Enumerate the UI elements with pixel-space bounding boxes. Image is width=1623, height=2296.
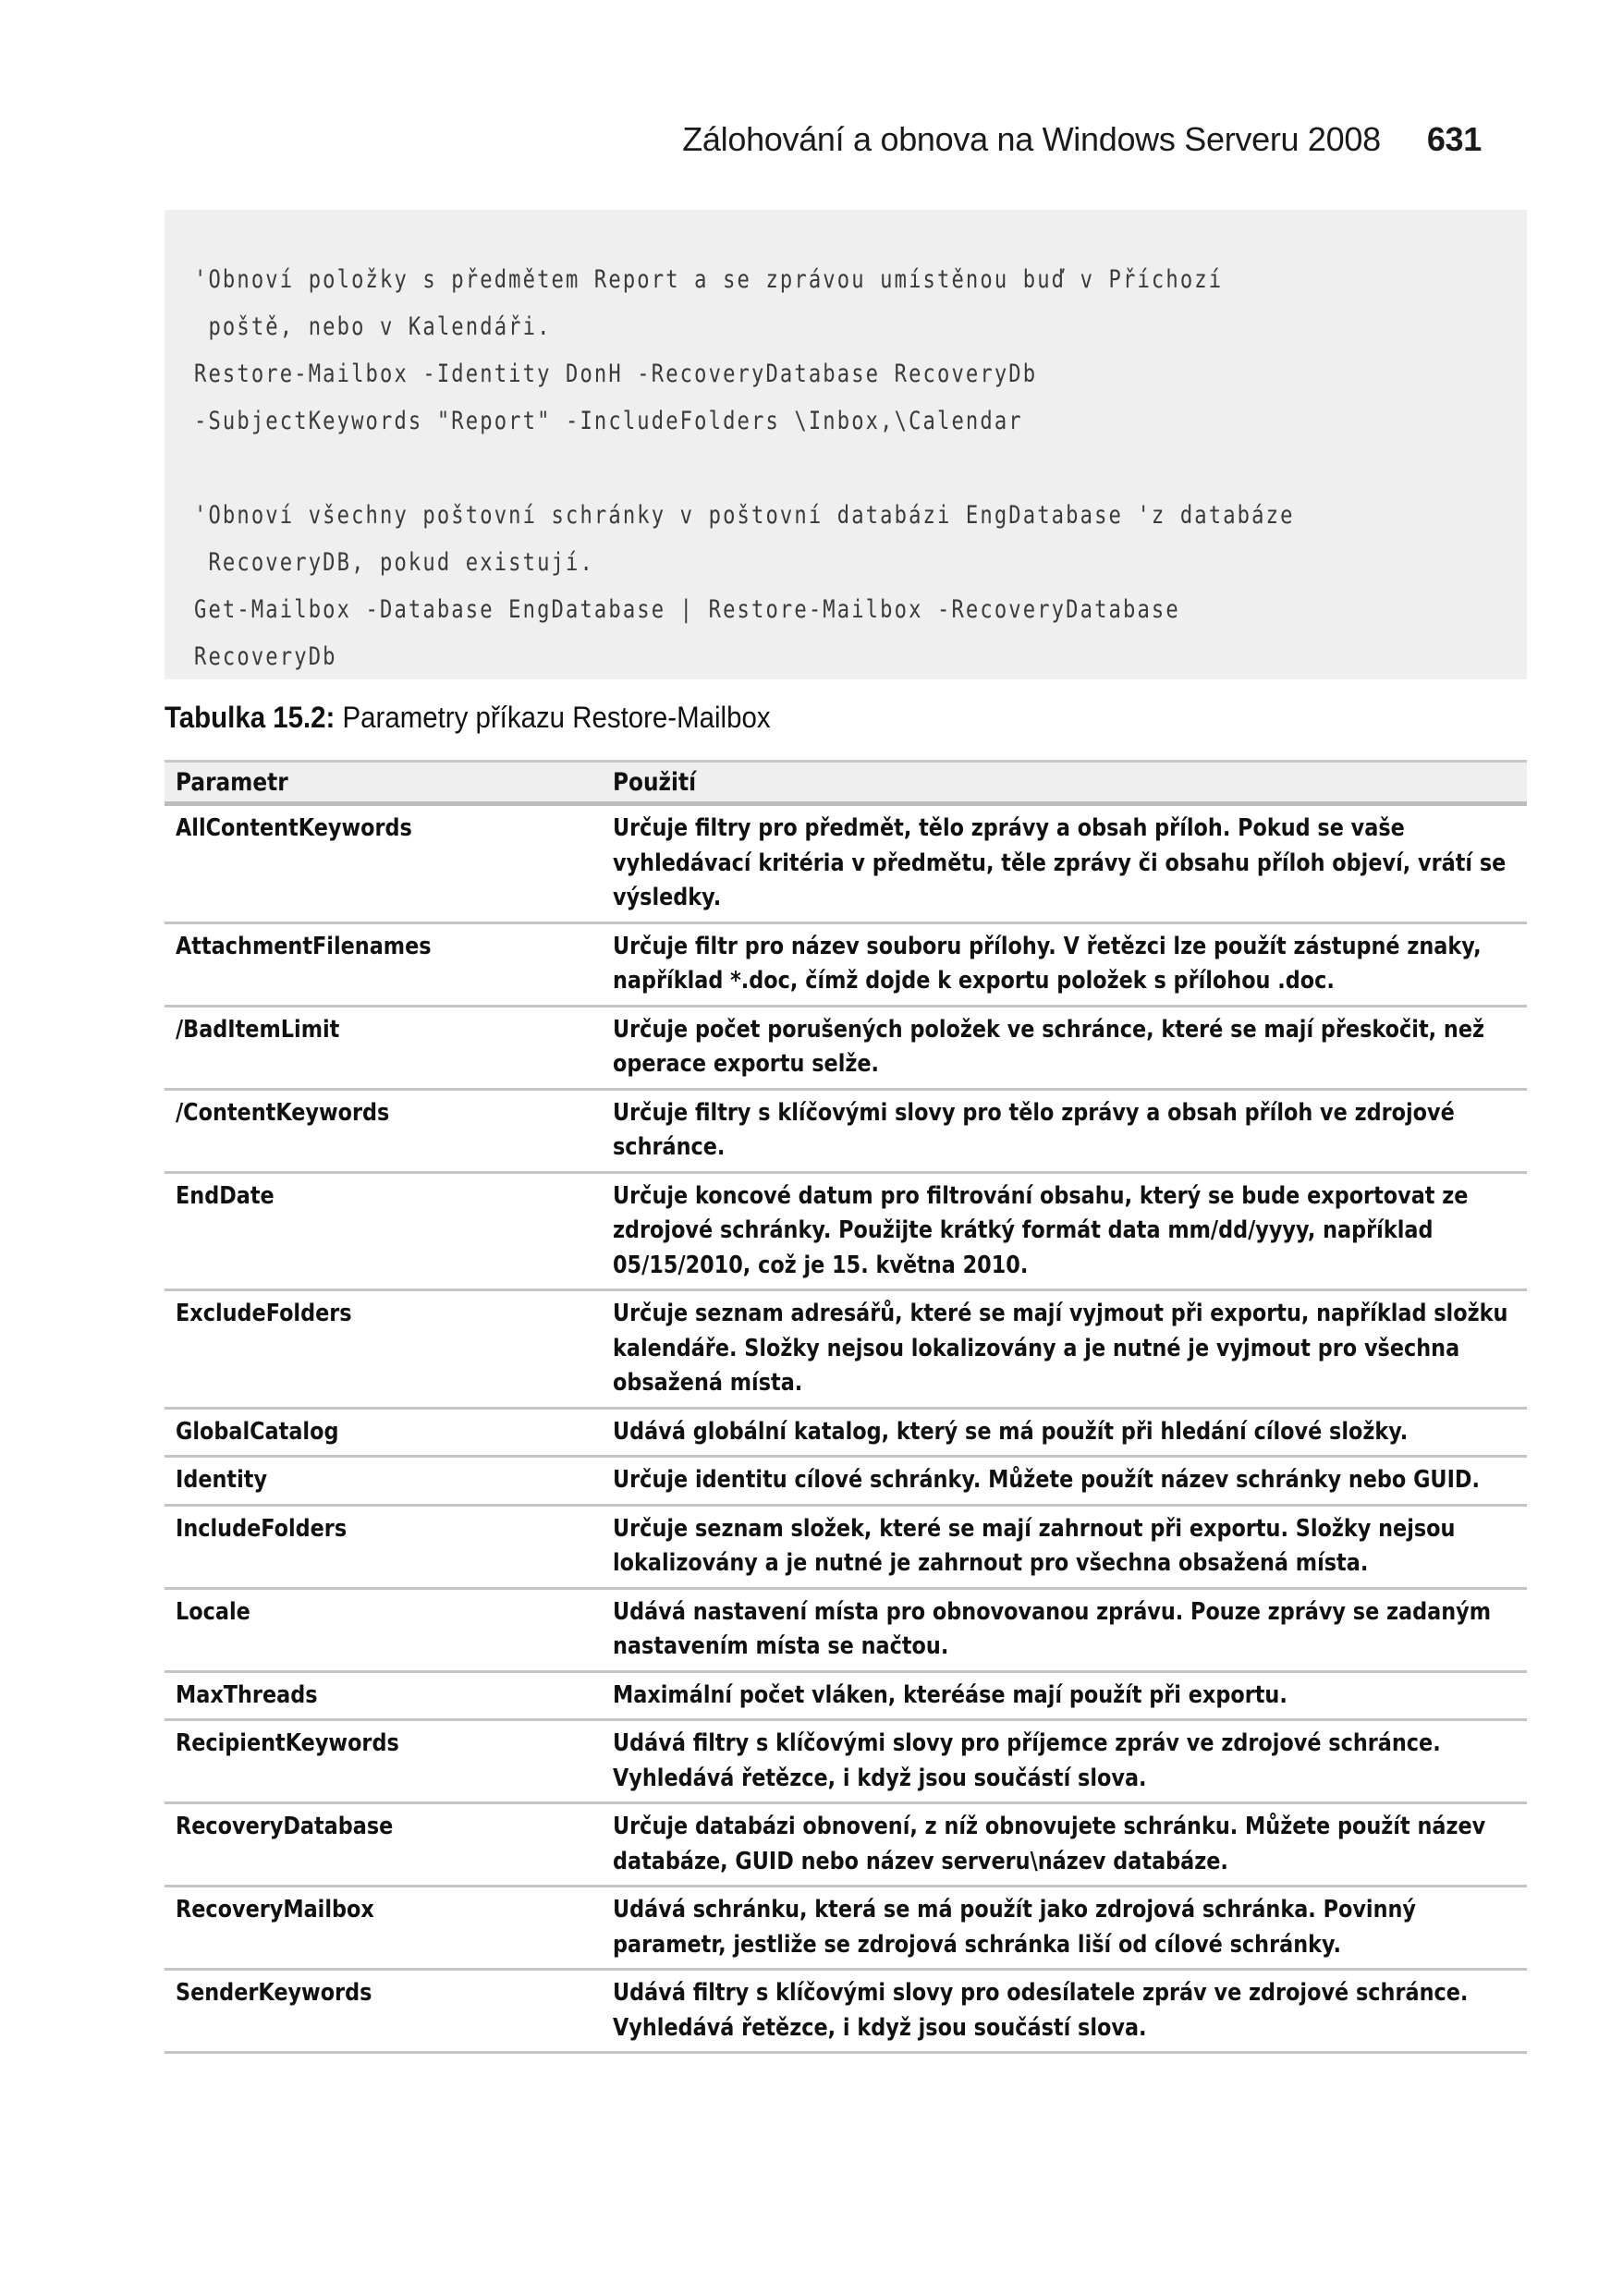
- parameter-usage: Určuje filtr pro název souboru přílohy. V řetězci lze použít zástupné znaky, například *.doc, čímž dojde k exportu položek s přílohou .doc.: [602, 922, 1527, 1006]
- parameter-name: ExcludeFolders: [165, 1290, 602, 1409]
- code-line-blank: [194, 445, 1287, 492]
- running-head: [0, 120, 1482, 159]
- parameter-name: AllContentKeywords: [165, 804, 602, 923]
- code-line: Get-Mailbox -Database EngDatabase | Restore-Mailbox -RecoveryDatabase: [194, 595, 1180, 624]
- table-header-row: [165, 762, 1527, 804]
- parameter-name: SenderKeywords: [165, 1970, 602, 2053]
- table-row: [165, 1006, 1527, 1089]
- code-line: RecoveryDb: [194, 642, 337, 671]
- parameter-usage: Udává nastavení místa pro obnovovanou zprávu. Pouze zprávy se zadaným nastavením místa se načtou.: [602, 1588, 1527, 1671]
- parameter-usage: Určuje seznam adresářů, které se mají vyjmout při exportu, například složku kalendáře. Složky nejsou lokalizovány a je nutné je vyjmout pro všechna obsažená místa.: [602, 1290, 1527, 1409]
- table-row: [165, 1970, 1527, 2053]
- code-line: 'Obnoví všechny poštovní schránky v poštovní databázi EngDatabase 'z databáze: [194, 501, 1295, 530]
- table-row: [165, 1887, 1527, 1970]
- table-row: [165, 1720, 1527, 1803]
- parameter-usage: Určuje identitu cílové schránky. Můžete použít název schránky nebo GUID.: [602, 1457, 1527, 1506]
- page-number: 631: [1426, 120, 1482, 158]
- parameter-usage: Udává schránku, která se má použít jako zdrojová schránka. Povinný parametr, jestliže se zdrojová schránka liší od cílové schránky.: [602, 1887, 1527, 1970]
- parameter-usage: Určuje databázi obnovení, z níž obnovujete schránku. Můžete použít název databáze, GUID nebo název serveru\název databáze.: [602, 1803, 1527, 1887]
- table-row: [165, 1089, 1527, 1172]
- table-row: [165, 1408, 1527, 1457]
- chapter-title: Zálohování a obnova na Windows Serveru 2008: [682, 120, 1381, 158]
- table-row: [165, 1803, 1527, 1887]
- column-header-usage: Použití: [602, 762, 1527, 804]
- table-row: [165, 922, 1527, 1006]
- parameter-usage: Maximální počet vláken, kteréáse mají použít při exportu.: [602, 1671, 1527, 1720]
- table-row: [165, 1457, 1527, 1506]
- parameter-usage: Udává filtry s klíčovými slovy pro příjemce zpráv ve zdrojové schránce. Vyhledává řetězce, i když jsou součástí slova.: [602, 1720, 1527, 1803]
- parameter-name: EndDate: [165, 1172, 602, 1290]
- parameter-usage: Určuje filtry s klíčovými slovy pro tělo zprávy a obsah příloh ve zdrojové schránce.: [602, 1089, 1527, 1172]
- table-row: [165, 1172, 1527, 1290]
- parameter-name: AttachmentFilenames: [165, 922, 602, 1006]
- code-line: RecoveryDB, pokud existují.: [194, 548, 594, 577]
- code-line: Restore-Mailbox -Identity DonH -RecoveryDatabase RecoveryDb: [194, 360, 1038, 388]
- parameter-name: Locale: [165, 1588, 602, 1671]
- table-row: [165, 804, 1527, 923]
- parameter-name: /ContentKeywords: [165, 1089, 602, 1172]
- parameter-name: Identity: [165, 1457, 602, 1506]
- parameter-name: RecoveryMailbox: [165, 1887, 602, 1970]
- table-row: [165, 1505, 1527, 1588]
- table-row: [165, 1671, 1527, 1720]
- parameter-usage: Udává filtry s klíčovými slovy pro odesílatele zpráv ve zdrojové schránce. Vyhledává řetězce, i když jsou součástí slova.: [602, 1970, 1527, 2053]
- parameter-name: GlobalCatalog: [165, 1408, 602, 1457]
- parameter-name: RecipientKeywords: [165, 1720, 602, 1803]
- parameters-table: [165, 760, 1527, 2054]
- column-header-parameter: Parametr: [165, 762, 602, 804]
- table-caption-label: Tabulka 15.2:: [165, 701, 336, 734]
- table-caption-text: Parametry příkazu Restore-Mailbox: [335, 701, 771, 734]
- parameter-usage: Určuje filtry pro předmět, tělo zprávy a obsah příloh. Pokud se vaše vyhledávací kritéria v předmětu, těle zprávy či obsahu příloh objeví, vrátí se výsledky.: [602, 804, 1527, 923]
- code-block: [165, 210, 1527, 679]
- parameter-name: /BadItemLimit: [165, 1006, 602, 1089]
- table-row: [165, 1588, 1527, 1671]
- parameter-usage: Určuje seznam složek, které se mají zahrnout při exportu. Složky nejsou lokalizovány a je nutné je zahrnout pro všechna obsažená místa.: [602, 1505, 1527, 1588]
- table-row: [165, 1290, 1527, 1409]
- parameter-usage: Určuje koncové datum pro filtrování obsahu, který se bude exportovat ze zdrojové schránky. Použijte krátký formát data mm/dd/yyyy, například 05/15/2010, což je 15. května 2010.: [602, 1172, 1527, 1290]
- code-line: 'Obnoví položky s předmětem Report a se zprávou umístěnou buď v Příchozí: [194, 265, 1224, 294]
- code-line: poště, nebo v Kalendáři.: [194, 312, 552, 341]
- code-line: -SubjectKeywords "Report" -IncludeFolders \Inbox,\Calendar: [194, 407, 1023, 435]
- parameter-usage: Udává globální katalog, který se má použít při hledání cílové složky.: [602, 1408, 1527, 1457]
- parameter-name: RecoveryDatabase: [165, 1803, 602, 1887]
- table-caption: [165, 701, 771, 735]
- parameter-name: IncludeFolders: [165, 1505, 602, 1588]
- parameter-name: MaxThreads: [165, 1671, 602, 1720]
- table-body: [165, 804, 1527, 2053]
- parameter-usage: Určuje počet porušených položek ve schránce, které se mají přeskočit, než operace exportu selže.: [602, 1006, 1527, 1089]
